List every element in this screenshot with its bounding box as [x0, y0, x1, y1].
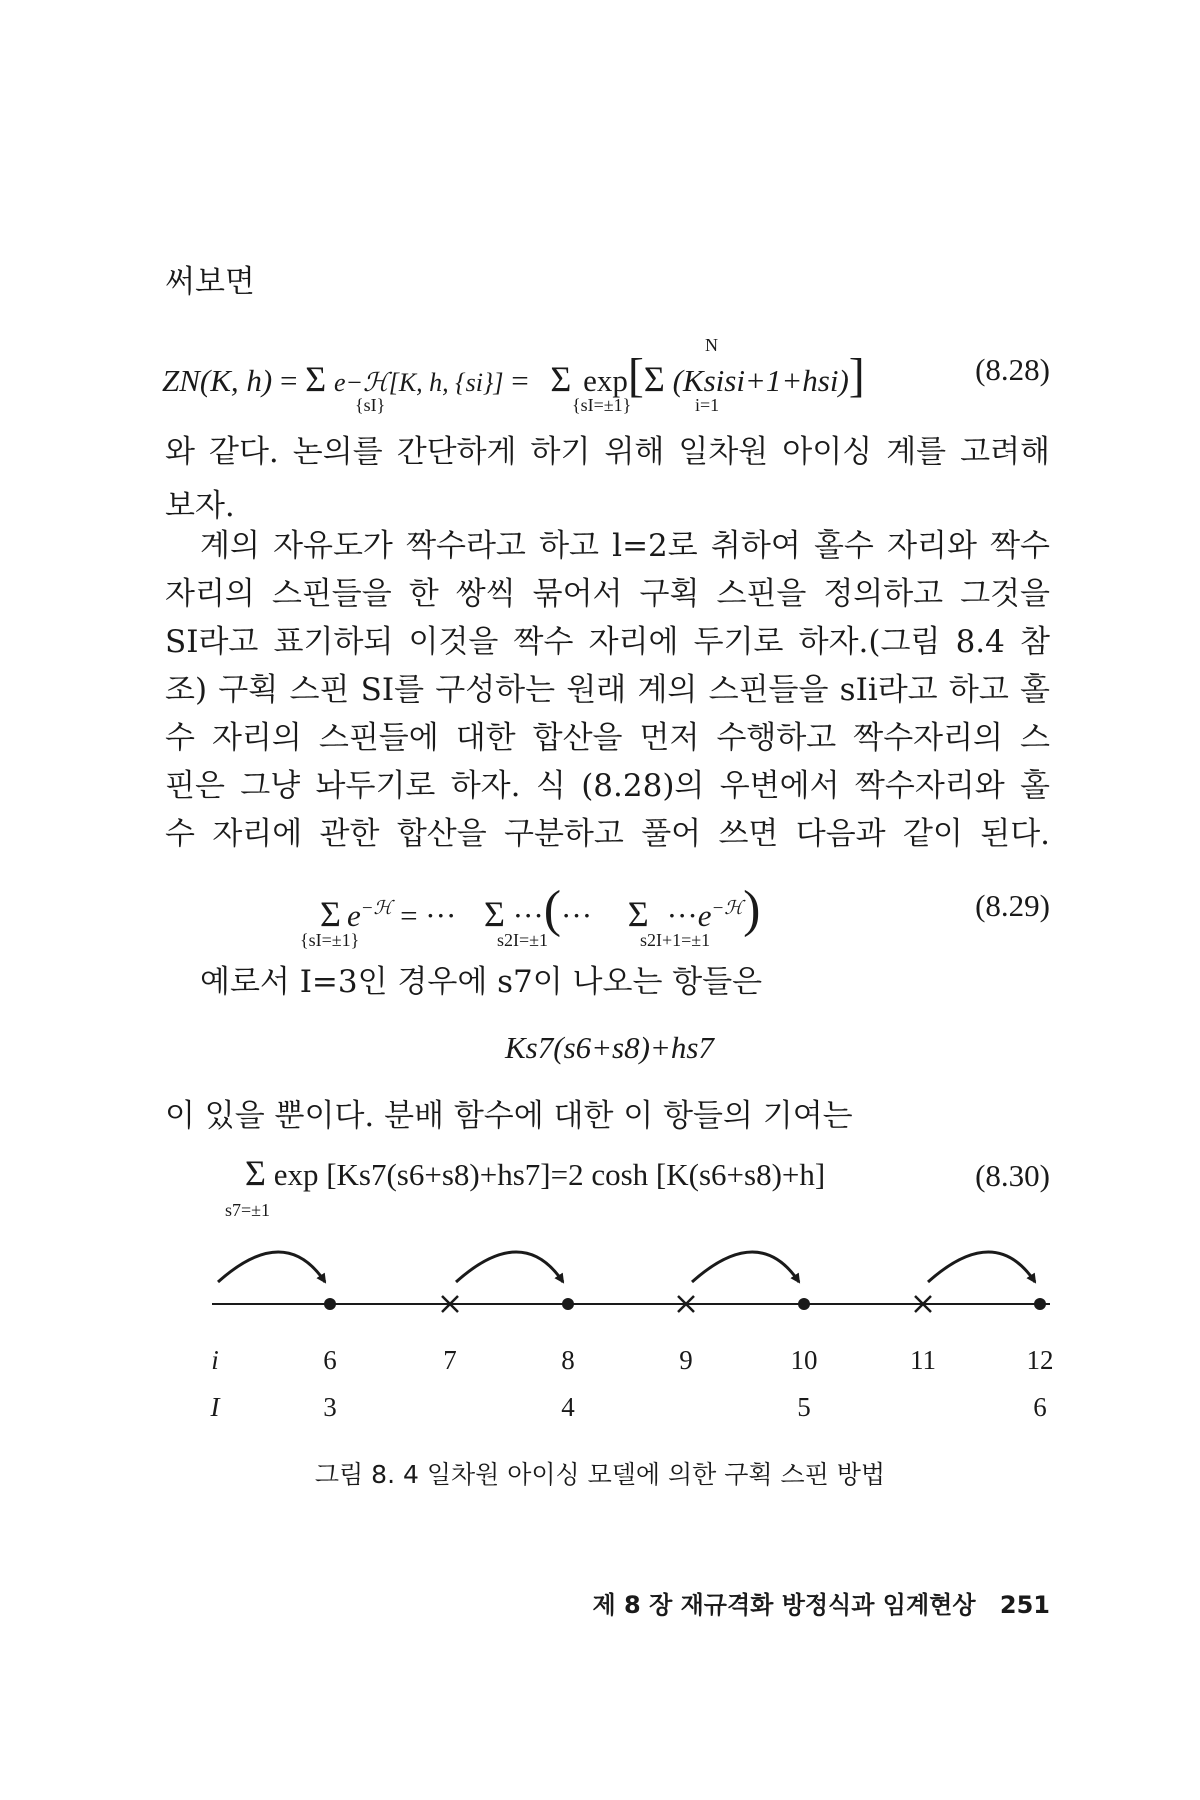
eq-828-lhs: ZN(K, h) [162, 363, 273, 398]
block-spin-dot [562, 1298, 574, 1310]
tick-label: 11 [910, 1345, 936, 1375]
running-head: 제 8 장 재규격화 방정식과 임계현상 [592, 1591, 976, 1619]
tick-label: 3 [323, 1392, 337, 1422]
eq-828-body: (Ksisi+1+hsi) [672, 363, 849, 398]
tick-label: 6 [323, 1345, 337, 1375]
text-line: 예로서 I=3인 경우에 s7이 나오는 항들은 [200, 964, 763, 1000]
eq-830-number: (8.30) [975, 1158, 1050, 1193]
grouping-arrow [928, 1252, 1035, 1282]
row-label-I: I [210, 1392, 220, 1422]
block-spin-dot [798, 1298, 810, 1310]
running-footer [592, 1585, 1050, 1620]
eq-830-rhs: =2 cosh [K(s6+s8)+h] [550, 1157, 826, 1192]
page-number: 251 [999, 1591, 1050, 1619]
text-line: 핀은 그냥 놔두기로 하자. 식 (8.28)의 우변에서 짝수자리와 홀 [165, 768, 1050, 804]
eq-828-number: (8.28) [975, 352, 1050, 387]
text-line: 조) 구획 스핀 SI를 구성하는 원래 계의 스핀들을 sIi라고 하고 홀 [165, 672, 1050, 708]
tick-label: 6 [1033, 1392, 1047, 1422]
eq-829-number: (8.29) [975, 888, 1050, 923]
grouping-arrow [218, 1252, 325, 1282]
text-line: 보자. [165, 488, 235, 524]
figure-caption: 그림 8. 4 일차원 아이싱 모델에 의한 구획 스핀 방법 [314, 1460, 886, 1489]
eq-829-under-2: s2I=±1 [497, 930, 549, 950]
grouping-arrow [456, 1252, 563, 1282]
text-line: 수 자리에 관한 합산을 구분하고 풀어 쓰면 다음과 같이 된다. [165, 816, 1050, 852]
eq-830-lhs: exp [Ks7(s6+s8)+hs7] [273, 1157, 551, 1192]
tick-label: 9 [679, 1345, 693, 1375]
text-line: 수 자리의 스핀들에 대한 합산을 먼저 수행하고 짝수자리의 스 [165, 720, 1050, 756]
book-page: 써보면 ZN(K, h) = Σ e−ℋ[K, h, {si}] = Σ exp[Σ (Ksisi+1+hsi)] {sI} {sI=±1} N i=1 (8.28) 와 같다. 논의를 간단하게 하기 위해 일차원 아이싱 계를 고려해 보자. 계의 자유도가 짝수라고 하고 l=2로 취하여 홀수 자리와 짝수 자리의 스핀들을 한 쌍씩 묶어서 구획 스핀을 정의하고 그것을 SI라고 표기하되 이것을 짝수 자리에 두기로 하자.(그림 8.4 참 조) 구획 스핀 SI를 구성하는 원래 계의 스핀들을 sIi라고 하고 홀 수 자리의 스핀들에 대한 합산을 먼저 수행하고 짝수자리의 스 핀은 그냥 놔두기로 하자. 식 (8.28)의 우변에서 짝수자리와 홀 수 자리에 관한 합산을 구분하고 풀어 쓰면 다음과 같이 된다. Σ $e^{-ℋ}$ = ··· Σ ···(··· $\Sigma \cdot\cdot\cdot e^{-ℋ}$) {sI=±1} s2I=±1 s2I+1=±1 (8.29) 예로서 I=3인 경우에 s7이 나오는 항들은 Ks7(s6+s8)+hs7 이 있을 뿐이다. 분배 함수에 대한 이 항들의 기여는 Σ exp [Ks7(s6+s8)+hs7]=2 cosh [K(s6+s8)+h] s7=±1 (8.30) i 6 7 8 9 10 11 12 I 3 4 5 6 그림 8. 4 일차원 아이싱 모델에 의한 구획 스핀 방법 제 8 장 재규격화 방정식과 임계현상 251 [0, 0, 1200, 1800]
eq-829-under-1: {sI=±1} [300, 930, 360, 950]
eq-828-under-3: i=1 [695, 395, 720, 415]
tick-label: 7 [443, 1345, 457, 1375]
eq-828-under-1: {sI} [355, 395, 386, 415]
tick-label: 4 [561, 1392, 575, 1422]
eq-830-under: s7=±1 [225, 1200, 271, 1220]
text-line: 자리의 스핀들을 한 쌍씩 묶어서 구획 스핀을 정의하고 그것을 [165, 576, 1050, 612]
eq-828-middle: e−ℋ[K, h, {si}] [333, 368, 504, 397]
eq-829-under-3: s2I+1=±1 [640, 930, 711, 950]
grouping-arrow [692, 1252, 799, 1282]
tick-label: 10 [790, 1345, 818, 1375]
tick-label: 5 [797, 1392, 811, 1422]
text-line: 이 있을 뿐이다. 분배 함수에 대한 이 항들의 기여는 [165, 1098, 853, 1134]
intro-text: 써보면 [165, 264, 255, 300]
eq-828-over-3: N [705, 335, 718, 355]
row-label-i: i [211, 1345, 219, 1375]
eq-828-under-2: {sI=±1} [572, 395, 632, 415]
block-spin-dot [1034, 1298, 1046, 1310]
text-line: 계의 자유도가 짝수라고 하고 l=2로 취하여 홀수 자리와 짝수 [200, 528, 1050, 564]
text-line: SI라고 표기하되 이것을 짝수 자리에 두기로 하자.(그림 8.4 참 [165, 624, 1050, 660]
tick-label: 12 [1026, 1345, 1054, 1375]
block-spin-dot [324, 1298, 336, 1310]
eq-ks7: Ks7(s6+s8)+hs7 [505, 1030, 714, 1065]
tick-label: 8 [561, 1345, 575, 1375]
text-line: 와 같다. 논의를 간단하게 하기 위해 일차원 아이싱 계를 고려해 [165, 434, 1050, 470]
